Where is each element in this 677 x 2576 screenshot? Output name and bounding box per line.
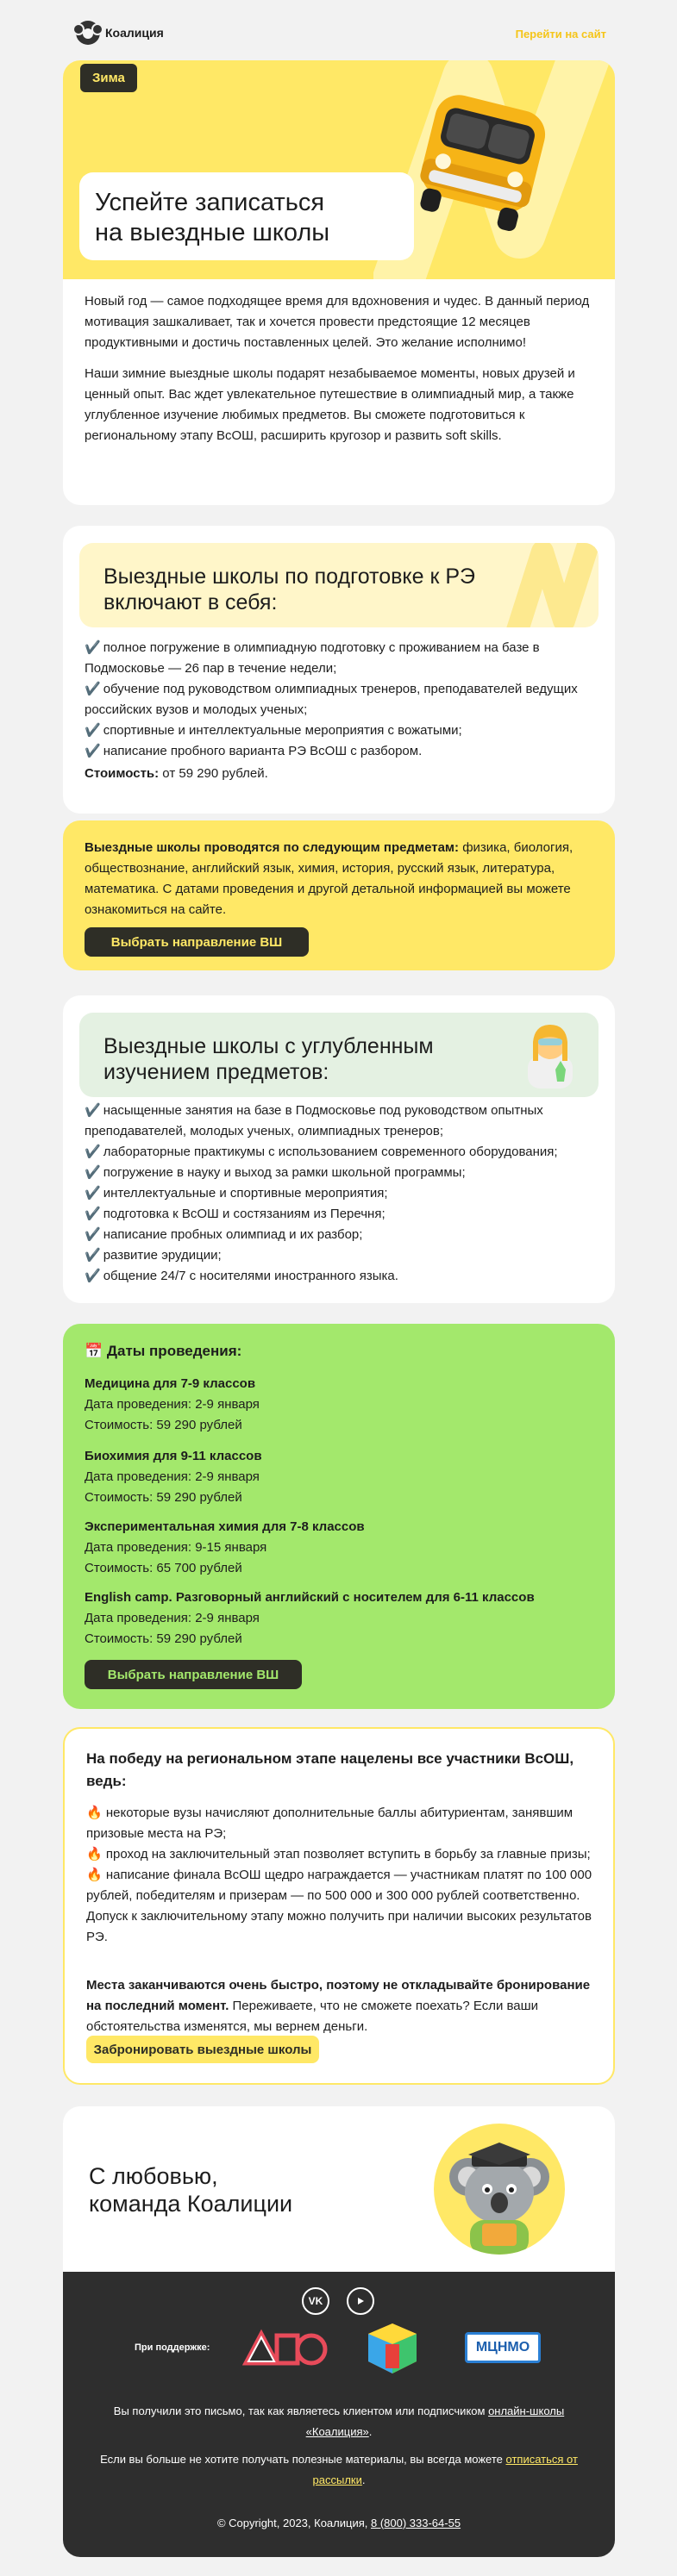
footer-notice-2-suffix: . — [361, 2473, 366, 2486]
course-item — [85, 1374, 602, 1436]
fire-icon: 🔥 — [86, 1868, 103, 1882]
partner-logo-3[interactable]: МЦНМО — [465, 2332, 541, 2363]
price-value: от 59 290 рублей. — [159, 766, 268, 781]
hero-title — [95, 188, 398, 248]
deep-study-card — [63, 995, 615, 1303]
course-price: Стоимость: 59 290 рублей — [85, 1631, 242, 1646]
list-item-text: обучение под руководством олимпиадных тренеров, преподавателей ведущих российских вузов и молодых ученых; — [85, 682, 578, 717]
check-icon: ✔️ — [85, 723, 101, 738]
partner-logo-1[interactable] — [242, 2329, 329, 2370]
check-icon: ✔️ — [85, 1207, 101, 1221]
list-item-text: подготовка к ВсОШ и состязаниям из Перечня; — [103, 1207, 386, 1221]
list-item-text: погружение в науку и выход за рамки школьной программы; — [103, 1165, 466, 1180]
list-item — [85, 1266, 602, 1287]
subjects-lead: Выездные школы проводятся по следующим предметам: — [85, 840, 460, 855]
course-name: Биохимия для 9-11 классов — [85, 1449, 262, 1463]
re-title-line2: включают в себя: — [103, 590, 278, 614]
list-item-text: насыщенные занятия на базе в Подмосковье под руководством опытных преподавателей, молодых ученых, олимпиадных тренеров; — [85, 1103, 543, 1138]
victory-outro-rest: Переживаете, что не сможете поехать? Если ваши обстоятельства изменятся, мы вернем деньги. — [86, 1999, 539, 2034]
logo[interactable] — [76, 21, 164, 45]
check-icon: ✔️ — [85, 744, 101, 758]
intro-card — [63, 60, 615, 505]
course-name: Медицина для 7-9 классов — [85, 1376, 256, 1391]
list-item — [85, 1183, 602, 1204]
list-item — [86, 1844, 604, 1865]
list-item-text: полное погружение в олимпиадную подготовку с проживанием на базе в Подмосковье — 26 пар в течение недели; — [85, 640, 540, 676]
list-item-text: проход на заключительный этап позволяет вступить в борьбу за главные призы; — [105, 1847, 591, 1862]
course-item — [85, 1517, 602, 1579]
list-item-text: написание финала ВсОШ щедро награждается — участникам платят по 100 000 рублей, победителям и призерам — по 500 000 и 300 000 рублей соответственно. Допуск к заключительному этапу можно получить при наличии высоких результатов РЭ. — [86, 1868, 592, 1944]
footer-notice-1-suffix: . — [368, 2425, 373, 2438]
list-item — [85, 1163, 602, 1183]
victory-card — [63, 1727, 615, 2085]
choose-direction-button[interactable]: Выбрать направление ВШ — [85, 927, 309, 957]
phone-link[interactable]: 8 (800) 333-64-55 — [370, 2517, 461, 2529]
koala-mascot — [434, 2124, 565, 2255]
list-item — [85, 638, 602, 679]
course-dates: Дата проведения: 2-9 января — [85, 1397, 260, 1412]
go-to-site-link[interactable]: Перейти на сайт — [515, 28, 606, 41]
list-item — [85, 1101, 602, 1142]
copyright-text: © Copyright, 2023, Коалиция, — [216, 2517, 371, 2529]
footer-notice-1-text: Вы получили это письмо, так как являетесь клиентом или подписчиком — [113, 2404, 489, 2417]
course-price: Стоимость: 59 290 рублей — [85, 1418, 242, 1432]
victory-list — [86, 1803, 604, 1948]
victory-heading: На победу на региональном этапе нацелены все участники ВсОШ, ведь: — [86, 1750, 574, 1789]
re-schools-card — [63, 526, 615, 814]
list-item — [86, 1803, 604, 1844]
check-icon: ✔️ — [85, 1227, 101, 1242]
list-item — [85, 720, 602, 741]
re-title-box — [79, 543, 599, 627]
list-item-text: написание пробного варианта РЭ ВсОШ с разбором. — [103, 744, 423, 758]
dates-heading — [85, 1343, 241, 1360]
unsubscribe-link[interactable]: отписаться от рассылки — [312, 2453, 578, 2486]
footer-notice-2 — [89, 2449, 589, 2491]
intro-text — [85, 291, 593, 446]
top-bar — [0, 0, 677, 60]
check-icon: ✔️ — [85, 1186, 101, 1201]
fire-icon: 🔥 — [86, 1806, 103, 1820]
list-item — [86, 1865, 604, 1948]
school-bus-icon — [408, 84, 555, 240]
list-item — [85, 1225, 602, 1245]
check-icon: ✔️ — [85, 1103, 101, 1118]
re-title — [103, 564, 574, 615]
footer-notice-1 — [89, 2401, 589, 2442]
list-item — [85, 1245, 602, 1266]
list-item-text: лабораторные практикумы с использованием современного оборудования; — [103, 1145, 558, 1159]
course-name: Экспериментальная химия для 7-8 классов — [85, 1519, 365, 1534]
course-dates: Дата проведения: 2-9 января — [85, 1611, 260, 1625]
deep-title-box — [79, 1013, 599, 1097]
signature-card — [63, 2106, 615, 2272]
copyright — [89, 2513, 589, 2534]
list-item-text: некоторые вузы начисляют дополнительные баллы абитуриентам, занявшим призовые места на РЭ; — [86, 1806, 574, 1841]
dates-heading-text: Даты проведения: — [106, 1343, 242, 1359]
vk-icon[interactable]: VK — [302, 2287, 329, 2315]
deep-title-line2: изучением предметов: — [103, 1060, 329, 1084]
signature-line2: команда Коалиции — [89, 2191, 293, 2217]
footer — [63, 2272, 615, 2557]
list-item-text: интеллектуальные и спортивные мероприятия; — [103, 1186, 388, 1201]
hero-title-line1: Успейте записаться — [95, 189, 325, 216]
course-dates: Дата проведения: 9-15 января — [85, 1540, 267, 1555]
list-item — [85, 741, 602, 762]
support-label: При поддержке: — [135, 2342, 210, 2353]
victory-outro — [86, 1975, 604, 2037]
signature-text — [89, 2162, 292, 2217]
course-item — [85, 1446, 602, 1508]
list-item-text: написание пробных олимпиад и их разбор; — [103, 1227, 363, 1242]
list-item — [85, 1142, 602, 1163]
hero-title-box — [79, 172, 414, 260]
list-item-text: развитие эрудиции; — [103, 1248, 222, 1263]
hero-title-line2: на выездные школы — [95, 219, 330, 246]
price-line — [85, 764, 602, 784]
course-price: Стоимость: 59 290 рублей — [85, 1490, 242, 1505]
season-tag: Зима — [80, 64, 137, 92]
school-link[interactable]: онлайн-школы «Коалиция» — [305, 2404, 565, 2438]
footer-notice-2-text: Если вы больше не хотите получать полезные материалы, вы всегда можете — [100, 2453, 506, 2466]
subjects-rest: физика, биология, обществознание, английский язык, химия, история, русский язык, литература, математика. С датами проведения и другой детальной информацией вы можете ознакомиться на сайте. — [85, 840, 574, 917]
check-icon: ✔️ — [85, 1145, 101, 1159]
intro-paragraph-2: Наши зимние выездные школы подарят незабываемое моменты, новых друзей и ценный опыт. Вас ждет увлекательное путешествие в олимпиадный мир, а также углубленное изучение любимых предметов. Вы сможете подготовиться к региональному этапу ВсОШ, расширить кругозор и развить soft skills. — [85, 366, 575, 443]
victory-outro-bold: Места заканчиваются очень быстро, поэтому не откладывайте бронирование на последний момент. — [86, 1978, 591, 2013]
list-item-text: спортивные и интеллектуальные мероприятия с вожатыми; — [103, 723, 462, 738]
list-item — [85, 679, 602, 720]
signature-line1: С любовью, — [89, 2163, 218, 2189]
price-label: Стоимость: — [85, 766, 160, 781]
check-icon: ✔️ — [85, 640, 101, 655]
subjects-text — [85, 838, 598, 920]
subjects-card — [63, 820, 615, 970]
course-item — [85, 1587, 602, 1650]
re-title-line1: Выездные школы по подготовке к РЭ — [103, 564, 475, 589]
youtube-icon[interactable] — [347, 2287, 374, 2315]
check-icon: ✔️ — [85, 1165, 101, 1180]
check-icon: ✔️ — [85, 1248, 101, 1263]
list-item — [85, 1204, 602, 1225]
re-feature-list — [85, 638, 602, 784]
list-item-text: общение 24/7 с носителями иностранного языка. — [103, 1269, 398, 1283]
calendar-icon: 📅 — [85, 1343, 103, 1359]
koala-mascot-icon — [434, 2124, 565, 2255]
check-icon: ✔️ — [85, 1269, 101, 1283]
partner-logo-2[interactable] — [367, 2322, 418, 2375]
fire-icon: 🔥 — [86, 1847, 103, 1862]
book-schools-button[interactable]: Забронировать выездные школы — [86, 2036, 319, 2063]
choose-direction-button-2[interactable]: Выбрать направление ВШ — [85, 1660, 302, 1689]
check-icon: ✔️ — [85, 682, 101, 696]
deep-feature-list — [85, 1101, 602, 1287]
deep-title-line1: Выездные школы с углубленным — [103, 1034, 434, 1058]
course-name: English camp. Разговорный английский с носителем для 6-11 классов — [85, 1590, 535, 1605]
logo-text: Коалиция — [105, 26, 164, 40]
dates-card — [63, 1324, 615, 1709]
deep-title — [103, 1033, 574, 1085]
course-price: Стоимость: 65 700 рублей — [85, 1561, 242, 1575]
course-dates: Дата проведения: 2-9 января — [85, 1469, 260, 1484]
hero-banner — [63, 60, 615, 279]
intro-paragraph-1: Новый год — самое подходящее время для вдохновения и чудес. В данный период мотивация зашкаливает, так и хочется провести предстоящие 12 месяцев продуктивными и достичь поставленных целей. Это желание исполнимо! — [85, 294, 590, 350]
koala-logo-icon — [76, 21, 100, 45]
